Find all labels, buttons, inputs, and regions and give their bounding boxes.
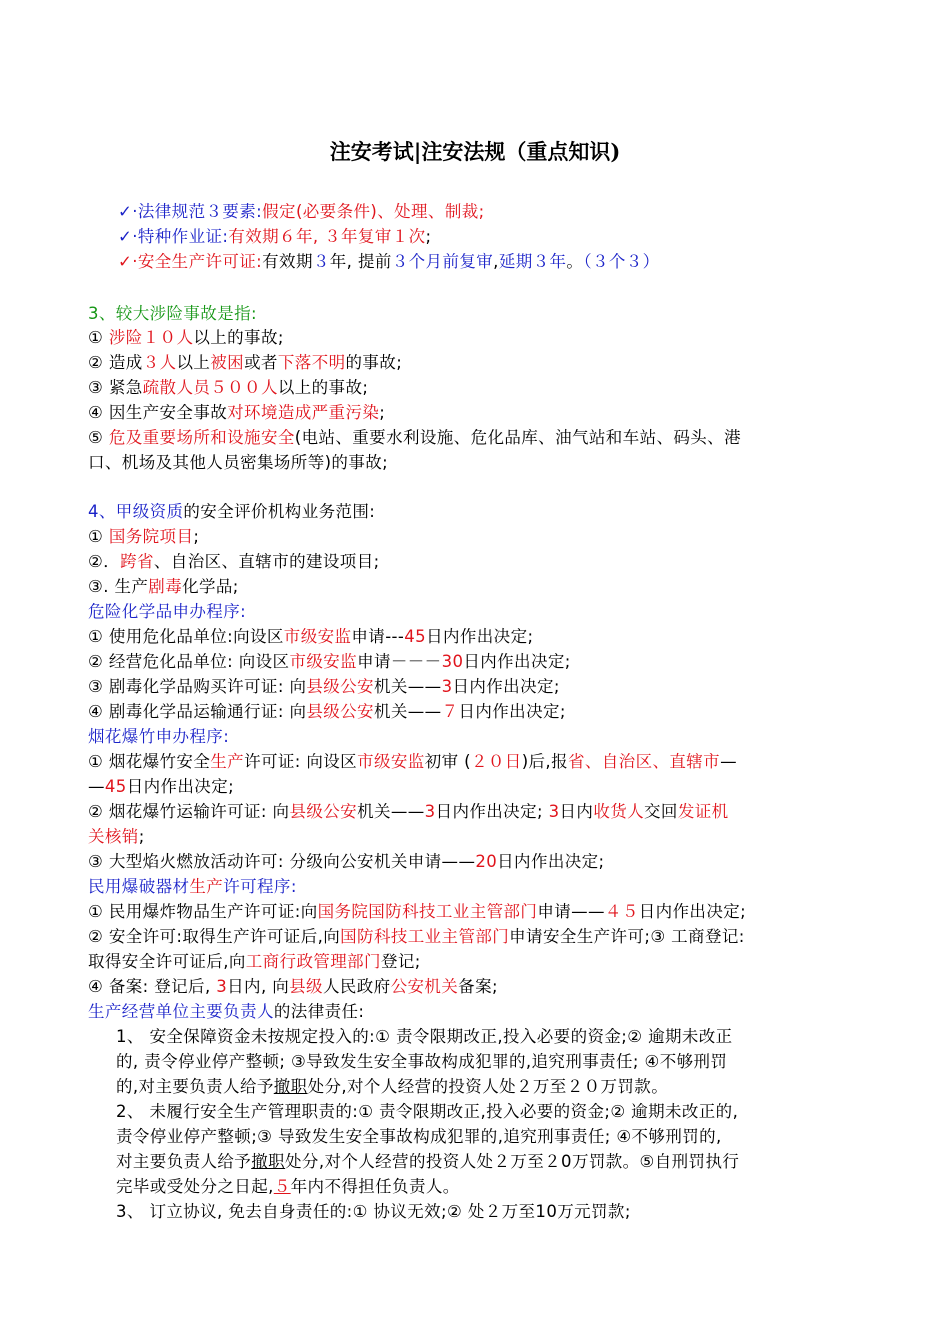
text-segment: ,: [493, 252, 499, 271]
text-segment: ② 烟花爆竹运输许可证: 向: [88, 802, 290, 821]
text-line: [88, 324, 284, 348]
text-segment: 国务院项目: [108, 527, 194, 546]
text-segment: 有效期: [262, 252, 313, 271]
text-line: [88, 449, 388, 473]
text-line: [118, 223, 432, 247]
text-segment: 20: [475, 852, 498, 871]
text-segment: 30: [441, 652, 464, 671]
text-segment: 责令停业停产整顿;③ 导致发生安全事故构成犯罪的,追究刑事责任; ④不够刑罚的,: [116, 1127, 722, 1146]
text-line: [118, 198, 485, 222]
text-segment: 省、自治区、直辖市: [567, 752, 721, 771]
text-segment: 申请安全生产许可;③ 工商登记:: [509, 927, 745, 946]
text-line: [88, 723, 229, 747]
text-segment: 3: [216, 977, 228, 996]
text-segment: 国防科技工业主管部门: [340, 927, 510, 946]
text-segment: 化学品;: [182, 577, 239, 596]
text-segment: 4、甲级资质: [88, 502, 184, 521]
text-segment: 延期３年: [498, 252, 567, 271]
text-line: [88, 548, 380, 572]
text-segment: 机关——: [357, 802, 425, 821]
text-segment: ✓·法律规范３要素:: [118, 202, 263, 221]
text-segment: 3、较大涉险事故是指:: [88, 304, 257, 323]
text-segment: （３个３）: [583, 252, 660, 271]
text-line: [88, 873, 297, 897]
text-segment: 的, 责令停业停产整顿; ③导致发生安全事故构成犯罪的,追究刑事责任; ④不够刑罚: [116, 1052, 728, 1071]
text-line: [88, 300, 257, 324]
text-segment: 3: [441, 677, 453, 696]
text-segment: 下落不明: [277, 353, 346, 372]
text-segment: 假定(必要条件)、处理、制裁;: [262, 202, 485, 221]
text-segment: 取得安全许可证后,向: [88, 952, 246, 971]
text-segment: 公安机关: [390, 977, 459, 996]
text-segment: ③ 剧毒化学品购买许可证: 向: [88, 677, 307, 696]
text-segment: 申请－－－: [357, 652, 442, 671]
text-segment: 许可证: 向设区: [244, 752, 358, 771]
text-segment: ;: [425, 227, 432, 246]
text-segment: 对环境造成严重污染: [227, 403, 380, 422]
text-segment: 生产经营单位主要负责人: [88, 1002, 274, 1021]
text-segment: 县级公安: [306, 702, 374, 721]
text-segment: 申请---: [351, 627, 405, 646]
text-segment: ④ 因生产安全事故: [88, 403, 228, 422]
text-segment: 年, 提前: [329, 252, 392, 271]
text-segment: 工商行政管理部门: [245, 952, 381, 971]
text-line: [88, 349, 402, 373]
text-line: [88, 798, 729, 822]
text-segment: 。: [566, 252, 584, 271]
text-segment: 3: [548, 802, 560, 821]
text-segment: 日内作出决定;: [126, 777, 235, 796]
text-segment: ３个月前复审: [391, 252, 494, 271]
text-segment: 45: [104, 777, 127, 796]
text-segment: 跨省: [120, 552, 154, 571]
text-line: [88, 923, 745, 947]
text-segment: ７: [441, 702, 459, 721]
text-segment: ② 经营危化品单位: 向设区: [88, 652, 290, 671]
text-segment: ①: [88, 328, 109, 347]
text-segment: ✓·安全生产许可证:: [118, 252, 263, 271]
text-segment: 涉险１０人: [108, 328, 194, 347]
text-segment: ;: [379, 403, 386, 422]
text-segment: ５: [273, 1177, 291, 1196]
text-segment: ✓·特种作业证:: [118, 227, 229, 246]
text-segment: 疏散人员５００人: [142, 378, 278, 397]
text-line: [88, 948, 421, 972]
text-segment: 备案;: [458, 977, 498, 996]
text-segment: —: [88, 777, 105, 796]
text-segment: 登记;: [380, 952, 421, 971]
text-segment: ①: [88, 527, 109, 546]
text-line: [116, 1198, 631, 1222]
text-segment: 关核销: [88, 827, 139, 846]
text-segment: 剧毒: [148, 577, 183, 596]
text-segment: ① 烟花爆竹安全: [88, 752, 211, 771]
text-segment: 或者: [244, 353, 278, 372]
text-segment: 以上的事故;: [193, 328, 284, 347]
text-segment: 日内作出决定;: [435, 802, 549, 821]
text-segment: 交回: [644, 802, 678, 821]
text-segment: ② 造成: [88, 353, 143, 372]
text-segment: 生产: [210, 752, 245, 771]
text-segment: (电站、重要水利设施、危化品库、油气站和车站、码头、港: [294, 428, 741, 447]
text-segment: 烟花爆竹申办程序:: [88, 727, 230, 746]
text-segment: 日内: [559, 802, 594, 821]
text-segment: 、自治区、直辖市的建设项目;: [153, 552, 380, 571]
text-segment: 处分,对个人经营的投资人处２万至２０万罚款。: [307, 1077, 669, 1096]
text-segment: ① 使用危化品单位:向设区: [88, 627, 284, 646]
text-segment: 机关——: [373, 677, 442, 696]
text-segment: 日内作出决定;: [452, 677, 560, 696]
text-line: [116, 1173, 460, 1197]
text-segment: ;: [193, 527, 200, 546]
text-segment: 民用爆破器材: [88, 877, 190, 896]
text-segment: ２０日: [470, 752, 522, 771]
text-segment: ③ 大型焰火燃放活动许可: 分级向公安机关申请——: [88, 852, 476, 871]
text-segment: ③ 紧急: [88, 378, 143, 397]
text-segment: 日内作出决定;: [463, 652, 571, 671]
text-segment: ③. 生产: [88, 577, 149, 596]
text-segment: 1、 安全保障资金未按规定投入的:① 责令限期改正,投入必要的资金;② 逾期未改正: [116, 1027, 733, 1046]
text-segment: 县级公安: [306, 677, 374, 696]
text-line: [116, 1123, 722, 1147]
text-segment: 的,对主要负责人给予: [116, 1077, 274, 1096]
text-line: [88, 374, 368, 398]
text-line: [88, 748, 737, 772]
text-segment: 2、 未履行安全生产管理职责的:① 责令限期改正,投入必要的资金;② 逾期未改正的,: [116, 1102, 739, 1121]
text-line: [88, 848, 605, 872]
text-segment: 的法律责任:: [273, 1002, 365, 1021]
text-line: [88, 998, 364, 1022]
text-segment: 45: [404, 627, 427, 646]
text-segment: 撤职: [273, 1077, 308, 1096]
text-line: [88, 823, 145, 847]
text-segment: )后,报: [521, 752, 568, 771]
text-segment: ④ 备案: 登记后,: [88, 977, 217, 996]
text-line: [88, 424, 741, 448]
text-segment: ４５: [604, 902, 639, 921]
text-segment: 日内作出决定;: [458, 702, 566, 721]
text-line: [116, 1073, 668, 1097]
text-segment: 日内作出决定;: [497, 852, 605, 871]
text-segment: ⑤: [88, 428, 109, 447]
text-segment: 发证机: [677, 802, 729, 821]
text-line: [116, 1023, 733, 1047]
text-segment: 申请——: [537, 902, 605, 921]
text-segment: ① 民用爆炸物品生产许可证:向: [88, 902, 318, 921]
text-line: [116, 1048, 727, 1072]
text-segment: 许可程序:: [223, 877, 297, 896]
text-line: [88, 898, 746, 922]
text-segment: 的事故;: [345, 353, 403, 372]
text-line: [88, 673, 560, 697]
text-segment: 处分,对个人经营的投资人处２万至２0万罚款。⑤自刑罚执行: [285, 1152, 740, 1171]
text-line: [88, 523, 199, 547]
text-segment: 完毕或受处分之日起,: [116, 1177, 274, 1196]
text-segment: ３人: [142, 353, 177, 372]
text-segment: 危险化学品申办程序:: [88, 602, 247, 621]
text-segment: 机关——: [373, 702, 442, 721]
text-segment: 危及重要场所和设施安全: [108, 428, 295, 447]
text-segment: ②．: [88, 552, 121, 571]
text-segment: ④ 剧毒化学品运输通行证: 向: [88, 702, 307, 721]
text-segment: ３: [312, 252, 330, 271]
text-segment: 年内不得担任负责人。: [290, 1177, 460, 1196]
text-line: [116, 1148, 739, 1172]
text-segment: 被困: [210, 353, 245, 372]
text-segment: 对主要负责人给予: [116, 1152, 252, 1171]
text-segment: 生产: [189, 877, 224, 896]
text-line: [88, 973, 498, 997]
text-segment: 日内作出决定;: [426, 627, 534, 646]
text-line: [88, 573, 239, 597]
text-segment: 3: [424, 802, 436, 821]
text-line: [88, 623, 533, 647]
text-segment: 县级: [289, 977, 323, 996]
text-line: [88, 598, 246, 622]
text-segment: 初审 (: [424, 752, 471, 771]
text-line: [88, 399, 385, 423]
text-segment: 国务院国防科技工业主管部门: [317, 902, 538, 921]
text-segment: 以上: [176, 353, 211, 372]
text-segment: 的安全评价机构业务范围:: [183, 502, 376, 521]
text-line: [116, 1098, 738, 1122]
text-segment: ② 安全许可:取得生产许可证后,向: [88, 927, 341, 946]
text-segment: ;: [138, 827, 145, 846]
text-segment: 3、 订立协议, 免去自身责任的:① 协议无效;② 处２万至10万元罚款;: [116, 1202, 631, 1221]
text-line: [88, 698, 566, 722]
text-segment: 以上的事故;: [277, 378, 369, 397]
document-title: 注安考试|注安法规（重点知识): [329, 139, 621, 164]
text-line: [88, 773, 234, 797]
text-line: [118, 248, 660, 272]
text-segment: 市级安监: [357, 752, 425, 771]
text-segment: 有效期６年, ３年复审１次: [228, 227, 426, 246]
text-segment: 口、机场及其他人员密集场所等)的事故;: [88, 453, 389, 472]
text-segment: 县级公安: [289, 802, 358, 821]
text-segment: 人民政府: [322, 977, 391, 996]
text-line: [88, 648, 571, 672]
text-segment: 撤职: [251, 1152, 286, 1171]
text-segment: 市级安监: [289, 652, 358, 671]
text-segment: —: [720, 752, 737, 771]
text-segment: 日内, 向: [227, 977, 290, 996]
text-line: [88, 498, 375, 522]
text-segment: 日内作出决定;: [638, 902, 747, 921]
text-segment: 市级安监: [283, 627, 352, 646]
text-segment: 收货人: [593, 802, 645, 821]
